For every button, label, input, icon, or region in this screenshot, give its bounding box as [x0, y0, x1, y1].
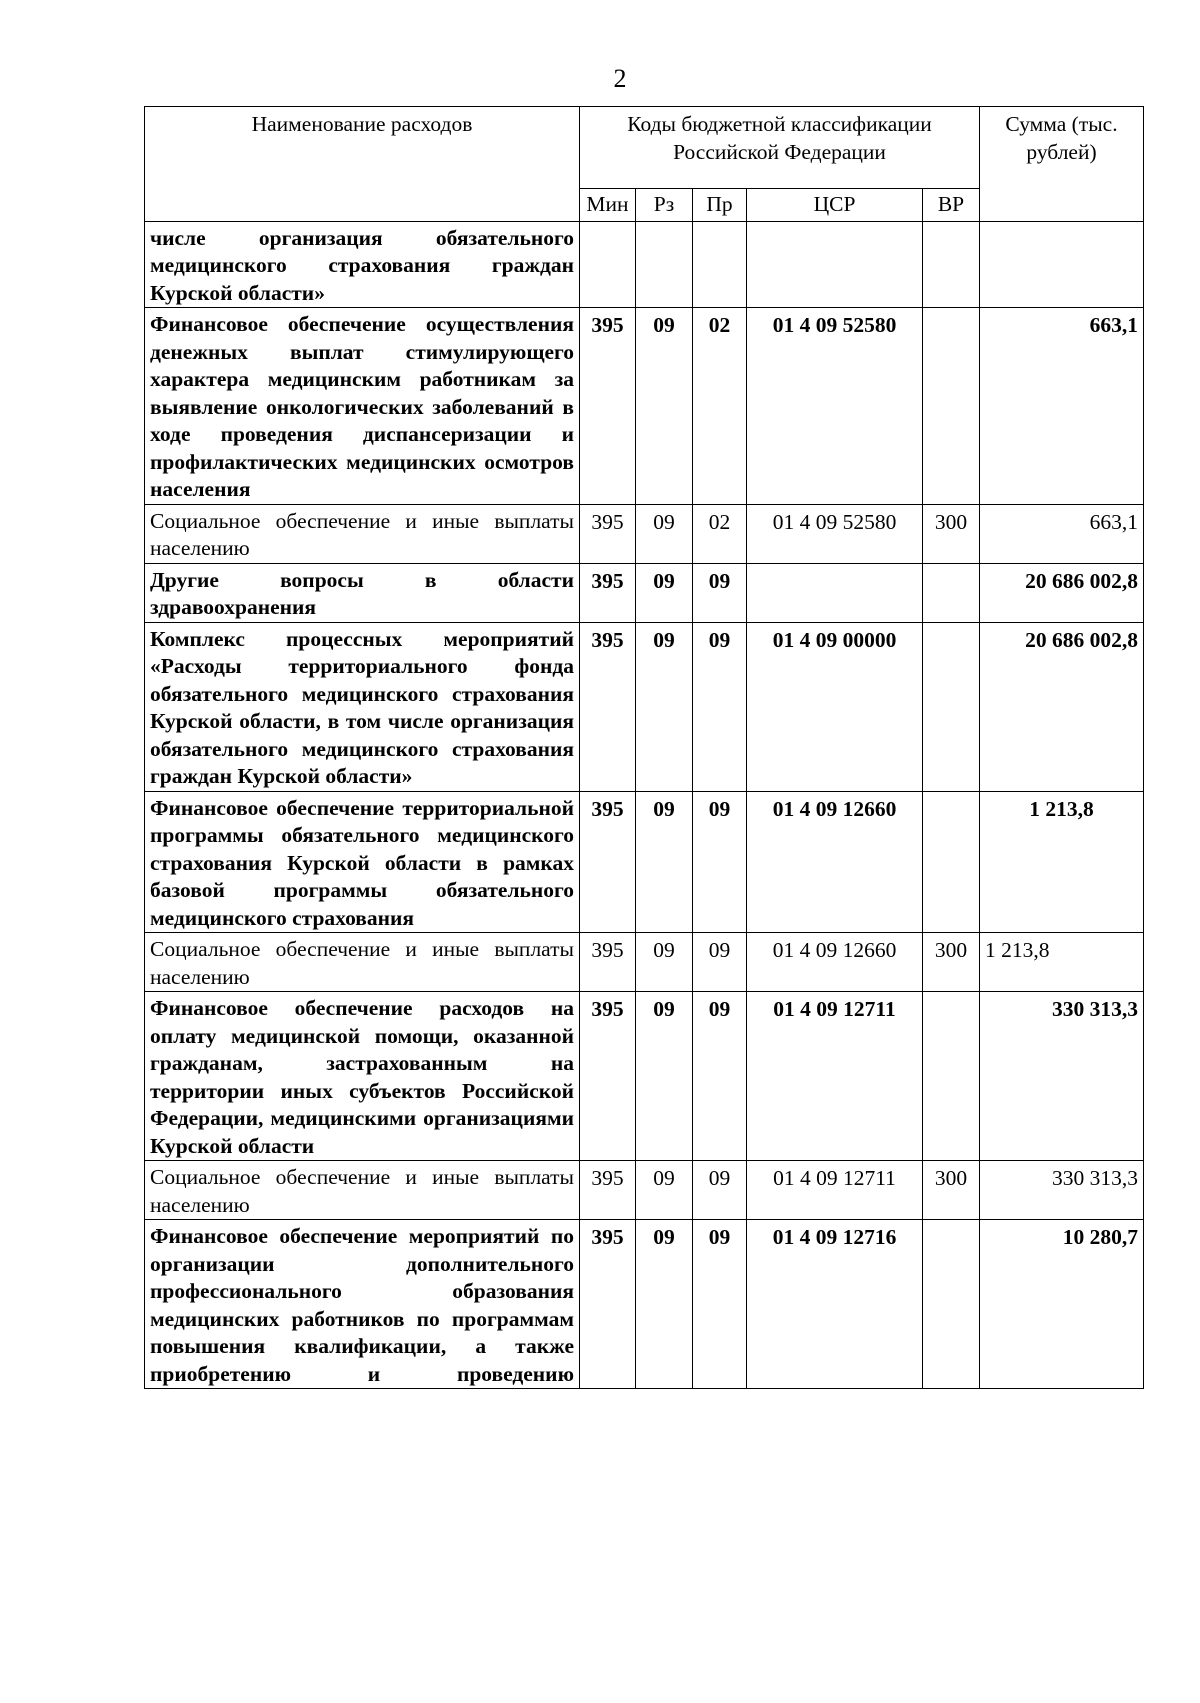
row-pr: 09	[693, 1161, 747, 1220]
row-name: Социальное обеспечение и иные выплаты населению	[145, 1161, 580, 1220]
header-vr: ВР	[923, 189, 980, 222]
row-rz: 09	[636, 563, 693, 622]
row-name: Другие вопросы в области здравоохранения	[145, 563, 580, 622]
row-vr	[923, 791, 980, 933]
row-vr: 300	[923, 504, 980, 563]
row-name: Финансовое обеспечение осуществления денежных выплат стимулирующего характера медицинским работникам за выявление онкологических заболеваний в ходе проведения диспансеризации и профилактических медицинских осмотров населения	[145, 308, 580, 505]
table-row	[145, 504, 1144, 563]
row-pr: 09	[693, 622, 747, 791]
table-body	[145, 221, 1144, 1389]
row-rz: 09	[636, 992, 693, 1161]
row-sum: 20 686 002,8	[980, 622, 1144, 791]
row-vr	[923, 992, 980, 1161]
header-rz: Рз	[636, 189, 693, 222]
row-sum	[980, 221, 1144, 308]
row-min: 395	[580, 791, 636, 933]
row-csr: 01 4 09 00000	[747, 622, 923, 791]
row-min: 395	[580, 308, 636, 505]
row-sum: 330 313,3	[980, 1161, 1144, 1220]
row-rz: 09	[636, 933, 693, 992]
row-vr	[923, 221, 980, 308]
row-pr: 02	[693, 308, 747, 505]
row-sum: 10 280,7	[980, 1220, 1144, 1389]
row-pr: 09	[693, 992, 747, 1161]
row-min: 395	[580, 622, 636, 791]
row-pr: 09	[693, 563, 747, 622]
row-csr	[747, 221, 923, 308]
row-name: Социальное обеспечение и иные выплаты населению	[145, 504, 580, 563]
row-sum: 1 213,8	[980, 933, 1144, 992]
row-csr: 01 4 09 52580	[747, 308, 923, 505]
row-name: Финансовое обеспечение мероприятий по организации дополнительного профессионального образования медицинских работников по программам повышения квалификации, а также приобретению и проведению	[145, 1220, 580, 1389]
header-min: Мин	[580, 189, 636, 222]
row-name: Социальное обеспечение и иные выплаты населению	[145, 933, 580, 992]
row-sum: 20 686 002,8	[980, 563, 1144, 622]
row-min: 395	[580, 1161, 636, 1220]
row-csr: 01 4 09 12660	[747, 791, 923, 933]
row-min: 395	[580, 504, 636, 563]
row-pr: 02	[693, 504, 747, 563]
row-min: 395	[580, 992, 636, 1161]
row-pr: 09	[693, 791, 747, 933]
row-vr	[923, 622, 980, 791]
table-row	[145, 221, 1144, 308]
row-name: Комплекс процессных мероприятий «Расходы территориального фонда обязательного медицинского страхования Курской области, в том числе организация обязательного медицинского страхования граждан Курской области»	[145, 622, 580, 791]
row-name: Финансовое обеспечение территориальной программы обязательного медицинского страхования Курской области в рамках базовой программы обязательного медицинского страхования	[145, 791, 580, 933]
row-min: 395	[580, 1220, 636, 1389]
row-rz: 09	[636, 622, 693, 791]
table-row	[145, 563, 1144, 622]
table-row	[145, 992, 1144, 1161]
row-vr: 300	[923, 1161, 980, 1220]
row-min	[580, 221, 636, 308]
row-sum: 663,1	[980, 504, 1144, 563]
row-rz: 09	[636, 1220, 693, 1389]
row-rz	[636, 221, 693, 308]
row-csr: 01 4 09 12660	[747, 933, 923, 992]
table-row	[145, 1220, 1144, 1389]
header-pr: Пр	[693, 189, 747, 222]
row-rz: 09	[636, 791, 693, 933]
row-pr: 09	[693, 1220, 747, 1389]
table-header	[145, 107, 1144, 222]
table-row	[145, 622, 1144, 791]
row-rz: 09	[636, 504, 693, 563]
row-sum: 1 213,8	[980, 791, 1144, 933]
row-min: 395	[580, 563, 636, 622]
row-name: Финансовое обеспечение расходов на оплату медицинской помощи, оказанной гражданам, застрахованным на территории иных субъектов Российской Федерации, медицинскими организациями Курской области	[145, 992, 580, 1161]
table-row	[145, 933, 1144, 992]
header-csr: ЦСР	[747, 189, 923, 222]
header-sum: Сумма (тыс. рублей)	[980, 107, 1144, 222]
row-vr: 300	[923, 933, 980, 992]
row-pr: 09	[693, 933, 747, 992]
table-row	[145, 791, 1144, 933]
table-row	[145, 1161, 1144, 1220]
row-min: 395	[580, 933, 636, 992]
table-row	[145, 308, 1144, 505]
row-rz: 09	[636, 308, 693, 505]
row-rz: 09	[636, 1161, 693, 1220]
row-csr: 01 4 09 52580	[747, 504, 923, 563]
header-name: Наименование расходов	[145, 107, 580, 222]
budget-table	[144, 106, 1144, 1389]
row-csr: 01 4 09 12711	[747, 1161, 923, 1220]
row-csr: 01 4 09 12711	[747, 992, 923, 1161]
row-vr	[923, 1220, 980, 1389]
row-pr	[693, 221, 747, 308]
row-csr	[747, 563, 923, 622]
row-vr	[923, 308, 980, 505]
row-vr	[923, 563, 980, 622]
row-name: числе организация обязательного медицинского страхования граждан Курской области»	[145, 221, 580, 308]
row-sum: 663,1	[980, 308, 1144, 505]
row-csr: 01 4 09 12716	[747, 1220, 923, 1389]
page-number: 2	[613, 64, 627, 93]
header-codes: Коды бюджетной классификации Российской Федерации	[580, 107, 980, 189]
row-sum: 330 313,3	[980, 992, 1144, 1161]
